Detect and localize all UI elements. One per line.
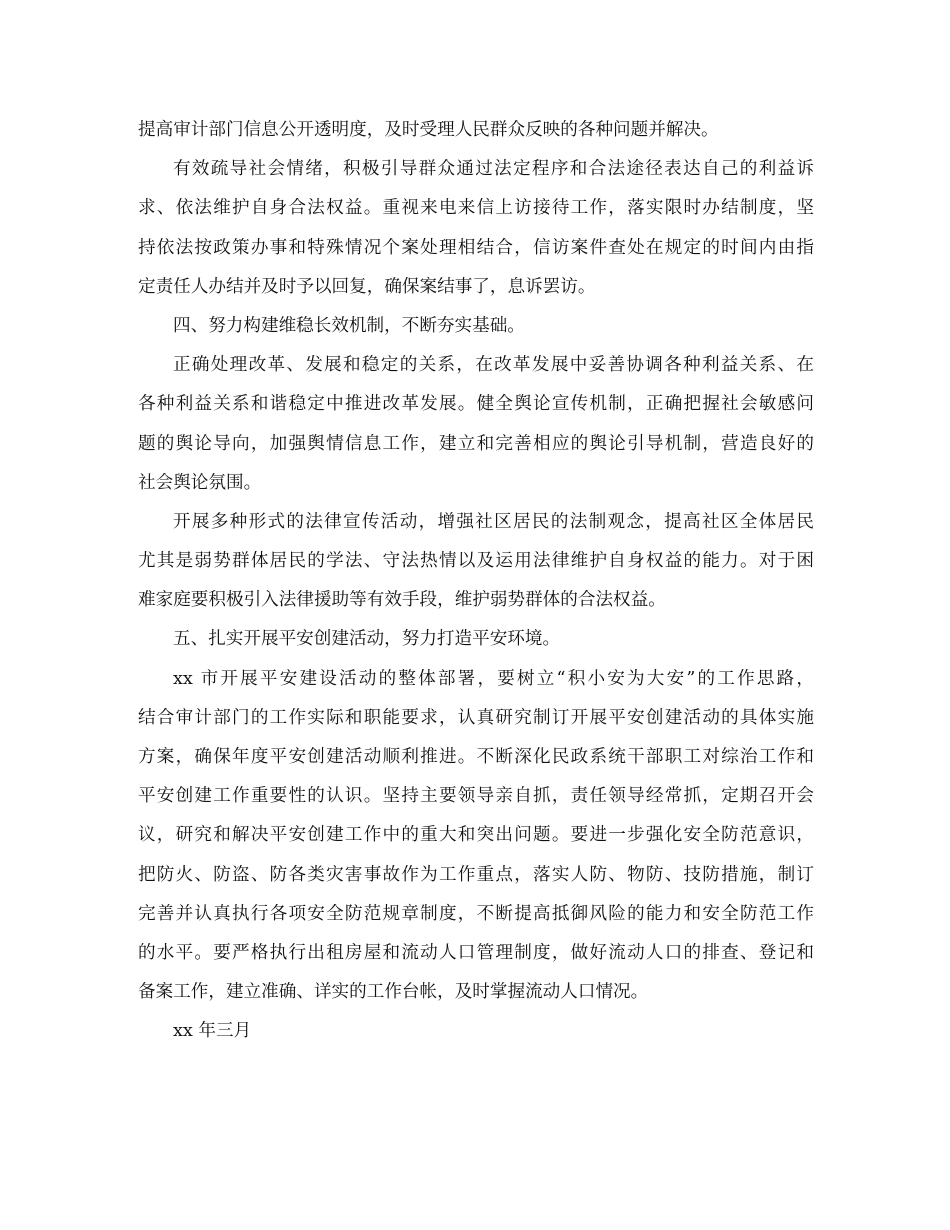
paragraph-line: 完善并认真执行各项安全防范规章制度，不断提高抵御风险的能力和安全防范工作 [138, 903, 814, 924]
section-heading: 五、扎实开展平安创建活动，努力打造平安环境。 [173, 629, 561, 650]
paragraph-line: 题的舆论导向，加强舆情信息工作，建立和完善相应的舆论引导机制，营造良好的 [138, 433, 814, 454]
paragraph-line: 开展多种形式的法律宣传活动，增强社区居民的法制观念，提高社区全体居民 [173, 511, 814, 532]
section-heading: 四、努力构建维稳长效机制，不断夯实基础。 [173, 315, 525, 336]
paragraph-line: 尤其是弱势群体居民的学法、守法热情以及运用法律维护自身权益的能力。对于困 [138, 551, 814, 572]
paragraph-line: xx 市开展平安建设活动的整体部署，要树立“积小安为大安”的工作思路， [173, 668, 814, 689]
document-page [138, 111, 814, 1052]
paragraph-line: 各种利益关系和谐稳定中推进改革发展。健全舆论宣传机制，正确把握社会敏感问 [138, 394, 814, 415]
paragraph-line: 议，研究和解决平安创建工作中的重大和突出问题。要进一步强化安全防范意识， [138, 825, 814, 846]
paragraph-line: 备案工作，建立准确、详实的工作台帐，及时掌握流动人口情况。 [138, 982, 649, 1003]
paragraph-line: 方案，确保年度平安创建活动顺利推进。不断深化民政系统干部职工对综治工作和 [138, 747, 814, 767]
paragraph-line: 的水平。要严格执行出租房屋和流动人口管理制度，做好流动人口的排查、登记和 [138, 942, 814, 963]
date-line: xx 年三月 [173, 1021, 252, 1042]
paragraph-line: 正确处理改革、发展和稳定的关系，在改革发展中妥善协调各种利益关系、在 [173, 355, 814, 376]
paragraph-line: 有效疏导社会情绪，积极引导群众通过法定程序和合法途径表达自己的利益诉 [173, 159, 814, 180]
paragraph-line: 定责任人办结并及时予以回复，确保案结事了，息诉罢访。 [138, 276, 596, 297]
paragraph-line: 社会舆论氛围。 [138, 472, 262, 493]
paragraph-line: 把防火、防盗、防各类灾害事故作为工作重点，落实人防、物防、技防措施，制订 [138, 864, 814, 885]
paragraph-line: 持依法按政策办事和特殊情况个案处理相结合，信访案件查处在规定的时间内由指 [138, 237, 814, 258]
paragraph-line: 平安创建工作重要性的认识。坚持主要领导亲自抓，责任领导经常抓，定期召开会 [138, 786, 814, 807]
paragraph-line: 提高审计部门信息公开透明度，及时受理人民群众反映的各种问题并解决。 [138, 120, 719, 140]
paragraph-line: 难家庭要积极引入法律援助等有效手段，维护弱势群体的合法权益。 [138, 590, 666, 611]
paragraph-line: 结合审计部门的工作实际和职能要求，认真研究制订开展平安创建活动的具体实施 [138, 707, 814, 728]
paragraph-line: 求、依法维护自身合法权益。重视来电来信上访接待工作，落实限时办结制度，坚 [138, 198, 814, 219]
